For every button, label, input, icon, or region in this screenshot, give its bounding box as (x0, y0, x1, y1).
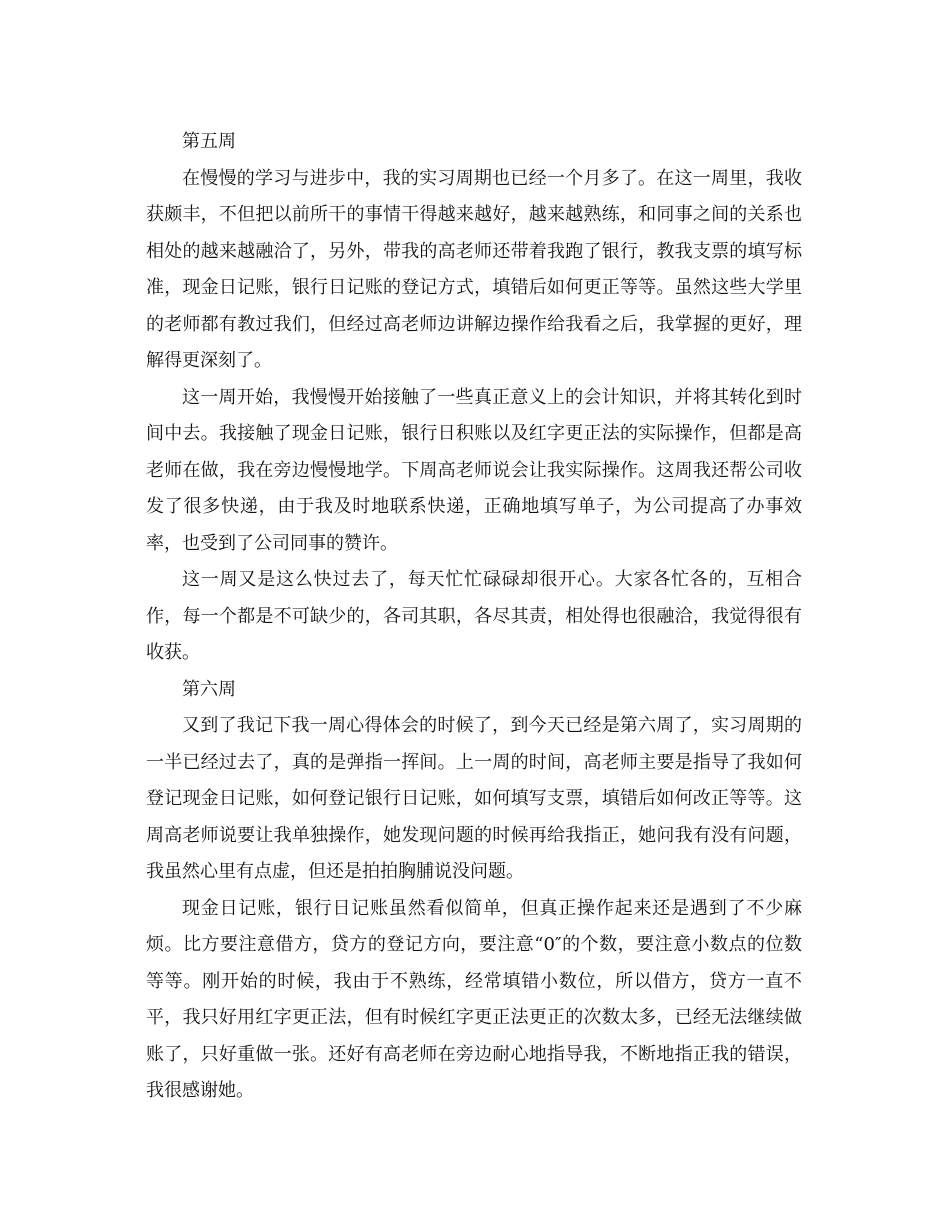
section-heading-week5: 第五周 (182, 131, 236, 152)
document-page (146, 124, 802, 1110)
section-heading-week6: 第六周 (182, 678, 236, 700)
paragraph: 这一周又是这么快过去了，每天忙忙碌碌却很开心。大家各忙各的，互相合作，每一个都是不可缺少的，各司其职，各尽其责，相处得也很融洽，我觉得很有收获。 (146, 569, 802, 663)
paragraph: 又到了我记下我一周心得体会的时候了，到今天已经是第六周了，实习周期的一半已经过去了，真的是弹指一挥间。上一周的时间，高老师主要是指导了我如何登记现金日记账，如何登记银行日记账，如何填写支票，填错后如何改正等等。这周高老师说要让我单独操作，她发现问题的时候再给我指正，她问我有没有问题，我虽然心里有点虚，但还是拍拍胸脯说没问题。 (146, 715, 802, 882)
paragraph: 在慢慢的学习与进步中，我的实习周期也已经一个月多了。在这一周里，我收获颇丰，不但把以前所干的事情干得越来越好，越来越熟练，和同事之间的关系也相处的越来越融洽了，另外，带我的高老师还带着我跑了银行，教我支票的填写标准，现金日记账，银行日记账的登记方式，填错后如何更正等等。虽然这些大学里的老师都有教过我们，但经过高老师边讲解边操作给我看之后，我掌握的更好，理解得更深刻了。 (146, 167, 802, 371)
paragraph: 这一周开始，我慢慢开始接触了一些真正意义上的会计知识，并将其转化到时间中去。我接触了现金日记账，银行日积账以及红字更正法的实际操作，但都是高老师在做，我在旁边慢慢地学。下周高老师说会让我实际操作。这周我还帮公司收发了很多快递，由于我及时地联系快递，正确地填写单子，为公司提高了办事效率，也受到了公司同事的赞许。 (146, 386, 802, 554)
paragraph: 现金日记账，银行日记账虽然看似简单，但真正操作起来还是遇到了不少麻烦。比方要注意借方，贷方的登记方向，要注意“0″的个数，要注意小数点的位数等等。刚开始的时候，我由于不熟练，经常填错小数位，所以借方，贷方一直不平，我只好用红字更正法，但有时候红字更正法更正的次数太多，已经无法继续做账了，只好重做一张。还好有高老师在旁边耐心地指导我，不断地指正我的错误，我很感谢她。 (146, 897, 802, 1101)
